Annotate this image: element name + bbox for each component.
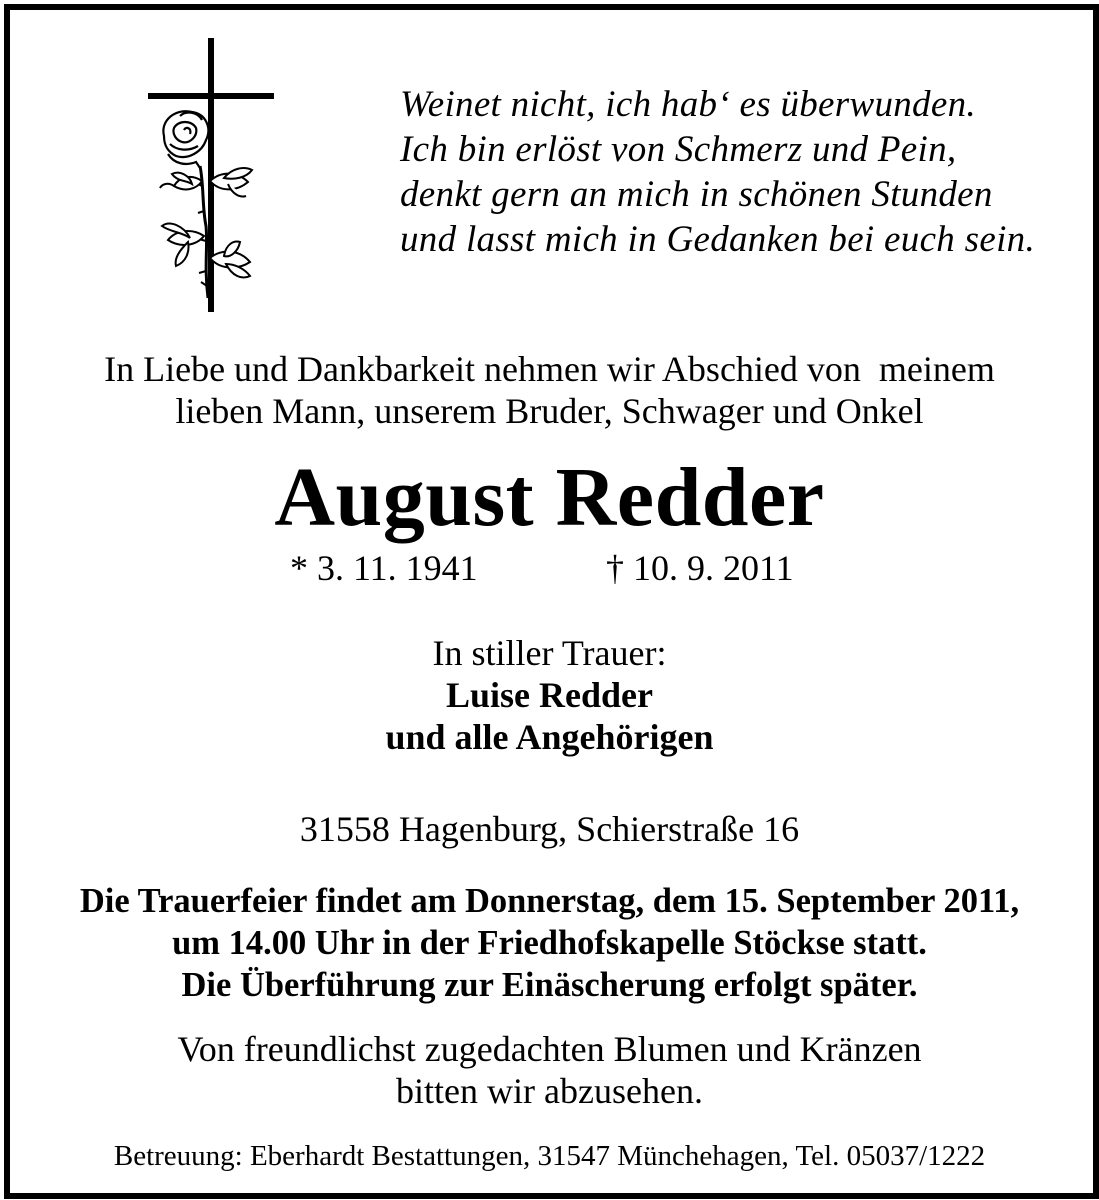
flowers-line: Von freundlichst zugedachten Blumen und Kränzen: [177, 1029, 922, 1069]
deceased-name: August Redder: [274, 451, 825, 544]
ceremony-line: Die Trauerfeier findet am Donnerstag, dem 15. September 2011,: [79, 882, 1020, 920]
cross-with-rose-icon: [140, 36, 280, 316]
death-date: † 10. 9. 2011: [606, 548, 794, 588]
poem: [400, 82, 1080, 262]
poem-line: und lasst mich in Gedanken bei euch sein.: [400, 219, 1035, 260]
poem-line: Weinet nicht, ich hab‘ es überwunden.: [400, 84, 976, 125]
mourners-heading: In stiller Trauer:: [432, 633, 667, 673]
ceremony-line: um 14.00 Uhr in der Friedhofskapelle Stöckse statt.: [172, 924, 927, 962]
life-dates: [0, 546, 1099, 590]
flowers-line: bitten wir abzusehen.: [396, 1071, 703, 1111]
other-mourners: und alle Angehörigen: [385, 717, 714, 757]
funeral-home-footer: Betreuung: Eberhardt Bestattungen, 31547 Münchehagen, Tel. 05037/1222: [113, 1140, 986, 1172]
primary-mourner: Luise Redder: [446, 675, 653, 715]
address: 31558 Hagenburg, Schierstraße 16: [299, 809, 800, 849]
intro-line: lieben Mann, unserem Bruder, Schwager und Onkel: [175, 391, 924, 431]
ceremony-notice: [10, 880, 1089, 1006]
flowers-request: [10, 1028, 1089, 1112]
birth-date: * 3. 11. 1941: [290, 548, 478, 588]
intro-line: In Liebe und Dankbarkeit nehmen wir Abschied von meinem: [104, 349, 995, 389]
mourners-block: [10, 632, 1089, 758]
poem-line: Ich bin erlöst von Schmerz und Pein,: [400, 129, 957, 170]
ceremony-line: Die Überführung zur Einäscherung erfolgt später.: [181, 966, 918, 1004]
poem-line: denkt gern an mich in schönen Stunden: [400, 174, 993, 215]
intro-text: [10, 348, 1089, 432]
